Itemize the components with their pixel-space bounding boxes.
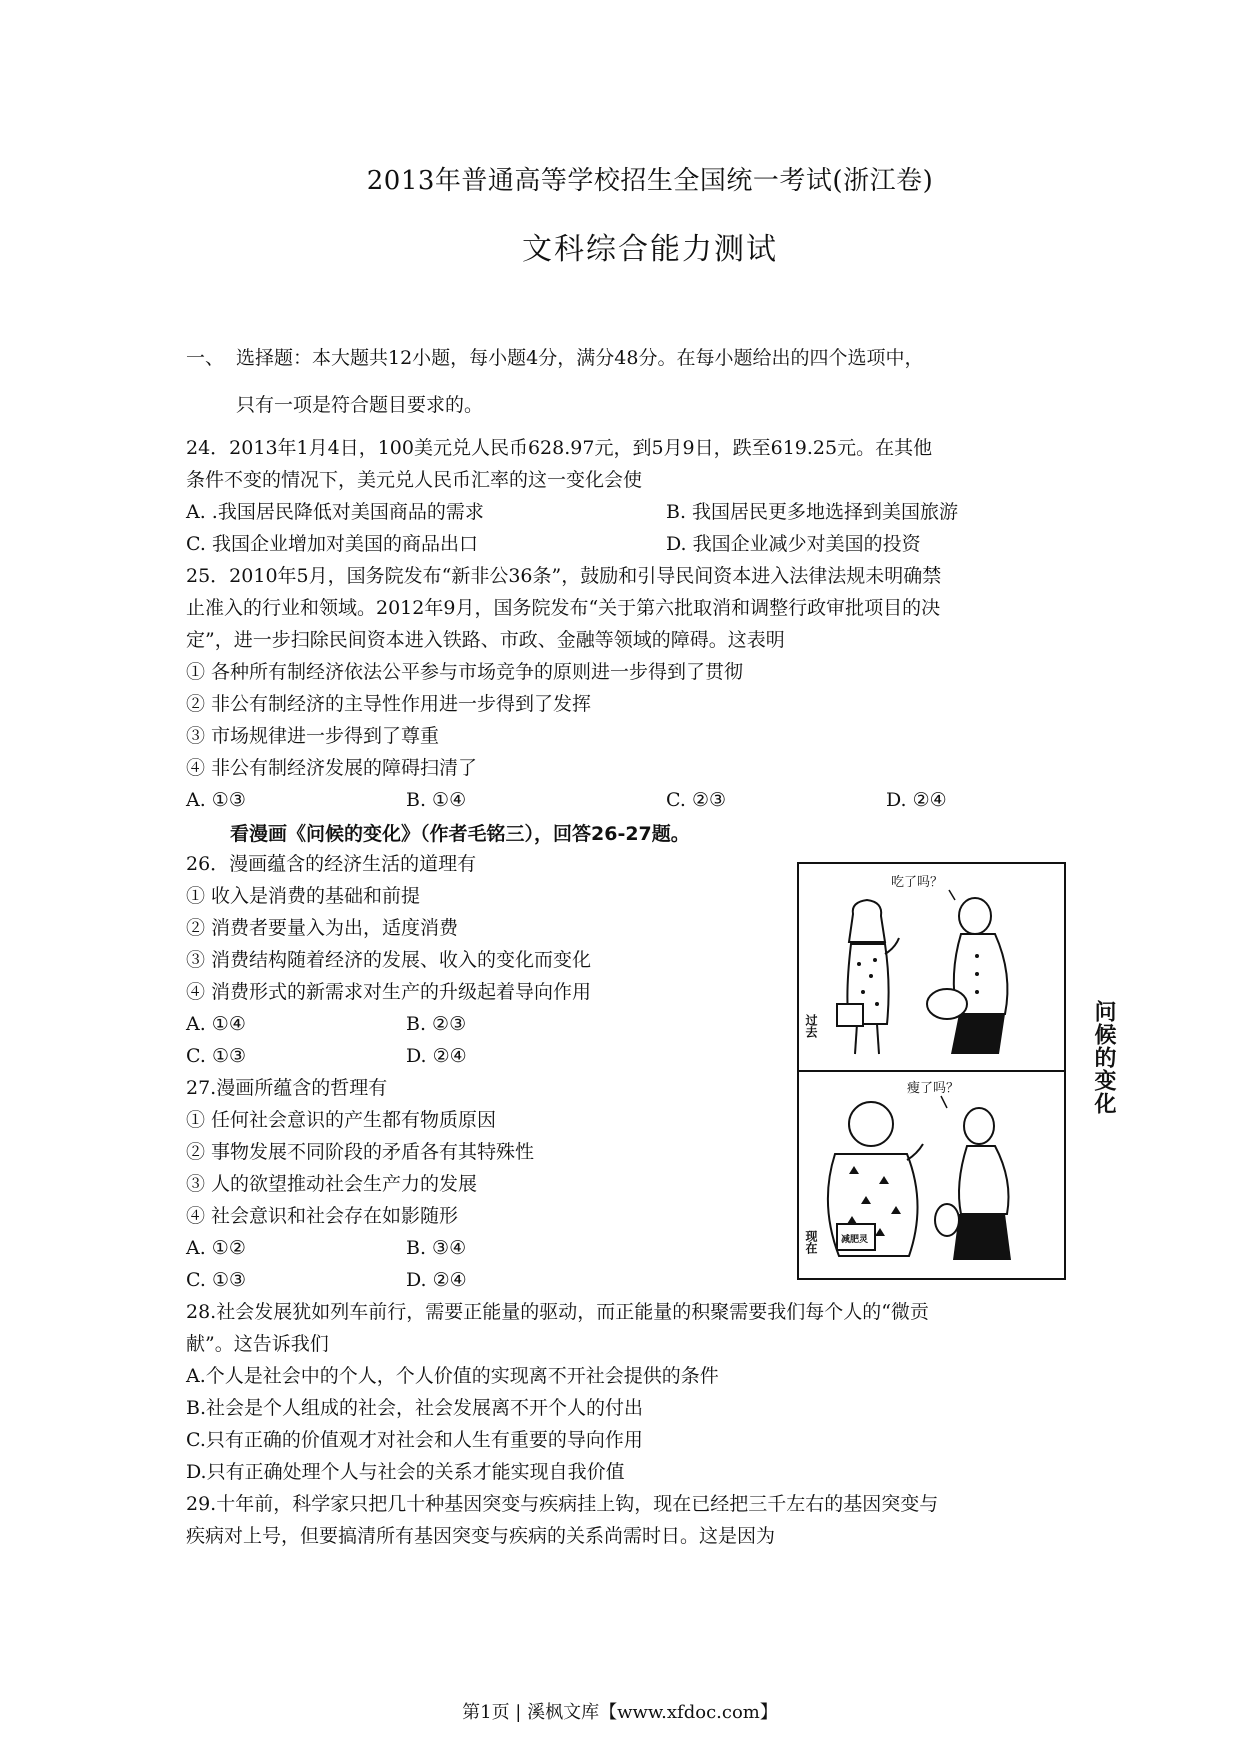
q28-option-c: C.只有正确的价值观才对社会和人生有重要的导向作用 [186,1429,643,1451]
cartoon-vertical-title: 问候的变化 [1091,1000,1116,1115]
cartoon-bottom-panel [804,1081,1011,1260]
q28-option-d: D.只有正确处理个人与社会的关系才能实现自我价值 [186,1461,625,1483]
q24-option-b: B. 我国居民更多地选择到美国旅游 [666,501,959,523]
q25-option-b: B. ①④ [406,789,467,811]
q25-option-d: D. ②④ [886,789,947,811]
q29-stem-line1: 29.十年前，科学家只把几十种基因突变与疾病挂上钩，现在已经把三千左右的基因突变与 [186,1493,939,1515]
q26-item-3: ③ 消费结构随着经济的发展、收入的变化而变化 [186,949,592,971]
q24-option-c: C. 我国企业增加对美国的商品出口 [186,533,478,555]
q24-stem-line1: 24．2013年1月4日，100美元兑人民币628.97元，到5月9日，跌至619.25元。在其他 [186,437,933,459]
q27-item-1: ① 任何社会意识的产生都有物质原因 [186,1109,497,1131]
q27-option-c: C. ①③ [186,1269,247,1291]
top-speech-text: 吃了吗？ [891,875,944,890]
cartoon-top-panel [804,875,1007,1054]
q25-stem-line3: 定”，进一步扫除民间资本进入铁路、市政、金融等领域的障碍。这表明 [186,629,785,651]
section-label: 一、 [186,347,225,369]
q28-option-b: B.社会是个人组成的社会，社会发展离不开个人的付出 [186,1397,644,1419]
q24-stem-line2: 条件不变的情况下，美元兑人民币汇率的这一变化会使 [186,469,643,491]
q25-option-c: C. ②③ [666,789,727,811]
slim-bag-text: 减肥灵 [841,1235,869,1245]
q24-option-a: A. .我国居民降低对美国商品的需求 [186,501,484,523]
q25-option-a: A. ①③ [186,789,246,811]
exam-title: 2013年普通高等学校招生全国统一考试(浙江卷) [366,166,934,196]
page-footer: 第1页 | 溪枫文库【www.xfdoc.com】 [462,1702,778,1723]
section-intro-line2: 只有一项是符合题目要求的。 [236,394,484,416]
section-intro-line1: 选择题：本大题共12小题，每小题4分，满分48分。在每小题给出的四个选项中， [236,347,924,369]
q27-option-a: A. ①② [186,1237,246,1259]
q25-item-4: ④ 非公有制经济发展的障碍扫清了 [186,757,478,779]
q28-stem-line1: 28.社会发展犹如列车前行，需要正能量的驱动，而正能量的积聚需要我们每个人的“微贡 [186,1301,929,1323]
q26-option-b: B. ②③ [406,1013,467,1035]
bottom-speech-text: 瘦了吗？ [907,1081,960,1096]
q28-stem-line2: 献”。这告诉我们 [186,1333,329,1355]
q26-option-a: A. ①④ [186,1013,246,1035]
q29-stem-line2: 疾病对上号，但要搞清所有基因突变与疾病的关系尚需时日。这是因为 [186,1525,776,1547]
cartoon-intro: 看漫画《问候的变化》（作者毛铭三），回答26-27题。 [230,823,690,845]
q25-item-1: ① 各种所有制经济依法公平参与市场竞争的原则进一步得到了贯彻 [186,661,744,683]
q26-item-1: ① 收入是消费的基础和前提 [186,885,421,907]
q27-item-4: ④ 社会意识和社会存在如影随形 [186,1205,459,1227]
top-panel-label: 过去 [804,1014,818,1038]
q25-item-2: ② 非公有制经济的主导性作用进一步得到了发挥 [186,693,592,715]
q27-option-b: B. ③④ [406,1237,467,1259]
q27-option-d: D. ②④ [406,1269,467,1291]
q28-option-a: A.个人是社会中的个人，个人价值的实现离不开社会提供的条件 [186,1365,719,1387]
q27-stem: 27.漫画所蕴含的哲理有 [186,1077,388,1099]
q27-item-3: ③ 人的欲望推动社会生产力的发展 [186,1173,478,1195]
q25-stem-line1: 25．2010年5月，国务院发布“新非公36条”，鼓励和引导民间资本进入法律法规未明确禁 [186,565,942,587]
q26-item-2: ② 消费者要量入为出，适度消费 [186,917,459,939]
q26-item-4: ④ 消费形式的新需求对生产的升级起着导向作用 [186,981,592,1003]
q27-item-2: ② 事物发展不同阶段的矛盾各有其特殊性 [186,1141,535,1163]
exam-subtitle: 文科综合能力测试 [522,232,778,267]
cartoon-illustration [797,862,1066,1280]
q26-option-c: C. ①③ [186,1045,247,1067]
q26-option-d: D. ②④ [406,1045,467,1067]
q25-stem-line2: 止准入的行业和领域。2012年9月，国务院发布“关于第六批取消和调整行政审批项目的决 [186,597,941,619]
q25-item-3: ③ 市场规律进一步得到了尊重 [186,725,440,747]
q26-stem: 26．漫画蕴含的经济生活的道理有 [186,853,477,875]
q24-option-d: D. 我国企业减少对美国的投资 [666,533,921,555]
bottom-panel-label: 现在 [804,1230,818,1254]
